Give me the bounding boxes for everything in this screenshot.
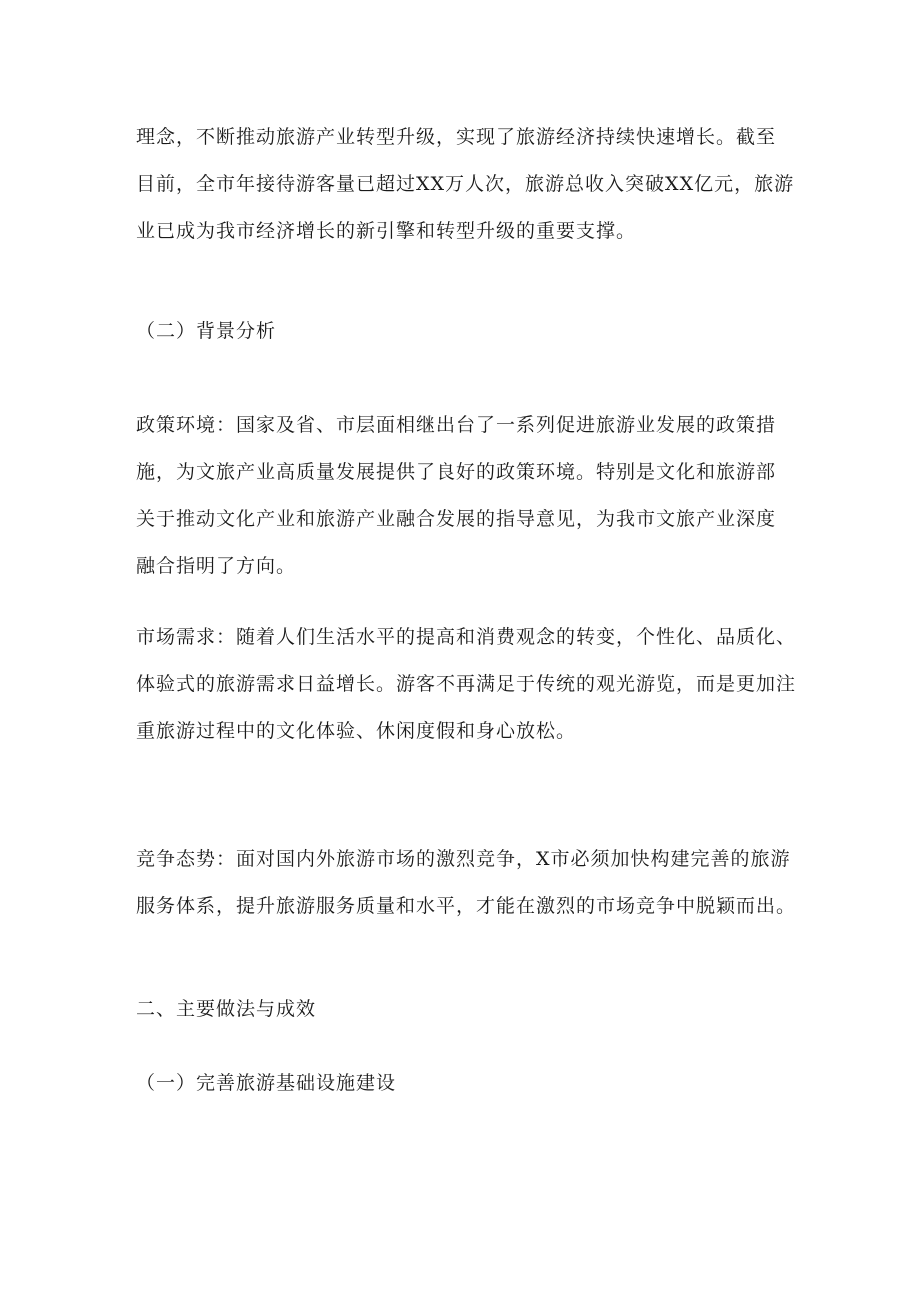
paragraph-line: 业已成为我市经济增长的新引擎和转型升级的重要支撑。	[136, 220, 637, 242]
paragraph-line: 政策环境：国家及省、市层面相继出台了一系列促进旅游业发展的政策措	[136, 414, 777, 436]
market-paragraph	[136, 614, 797, 755]
paragraph-line: 施，为文旅产业高质量发展提供了良好的政策环境。特别是文化和旅游部	[136, 461, 777, 483]
competition-paragraph	[136, 836, 797, 930]
paragraph-line: 竞争态势：面对国内外旅游市场的激烈竞争，X市必须加快构建完善的旅游	[136, 848, 791, 870]
section-heading-main-practices: 二、主要做法与成效	[136, 998, 317, 1020]
paragraph-line: 体验式的旅游需求日益增长。游客不再满足于传统的观光游览，而是更加注	[136, 673, 797, 695]
subsection-heading-infrastructure: （一）完善旅游基础设施建设	[136, 1072, 397, 1094]
policy-paragraph	[136, 402, 786, 590]
intro-paragraph	[136, 114, 795, 255]
paragraph-line: 重旅游过程中的文化体验、休闲度假和身心放松。	[136, 720, 577, 742]
paragraph-line: 市场需求：随着人们生活水平的提高和消费观念的转变，个性化、品质化、	[136, 626, 797, 648]
paragraph-line: 目前，全市年接待游客量已超过XX万人次，旅游总收入突破XX亿元，旅游	[136, 173, 795, 195]
paragraph-line: 服务体系，提升旅游服务质量和水平，才能在激烈的市场竞争中脱颖而出。	[136, 895, 797, 917]
paragraph-line: 理念，不断推动旅游产业转型升级，实现了旅游经济持续快速增长。截至	[136, 126, 777, 148]
section-heading-background: （二）背景分析	[136, 320, 277, 342]
paragraph-line: 关于推动文化产业和旅游产业融合发展的指导意见，为我市文旅产业深度	[136, 508, 777, 530]
paragraph-line: 融合指明了方向。	[136, 555, 297, 577]
